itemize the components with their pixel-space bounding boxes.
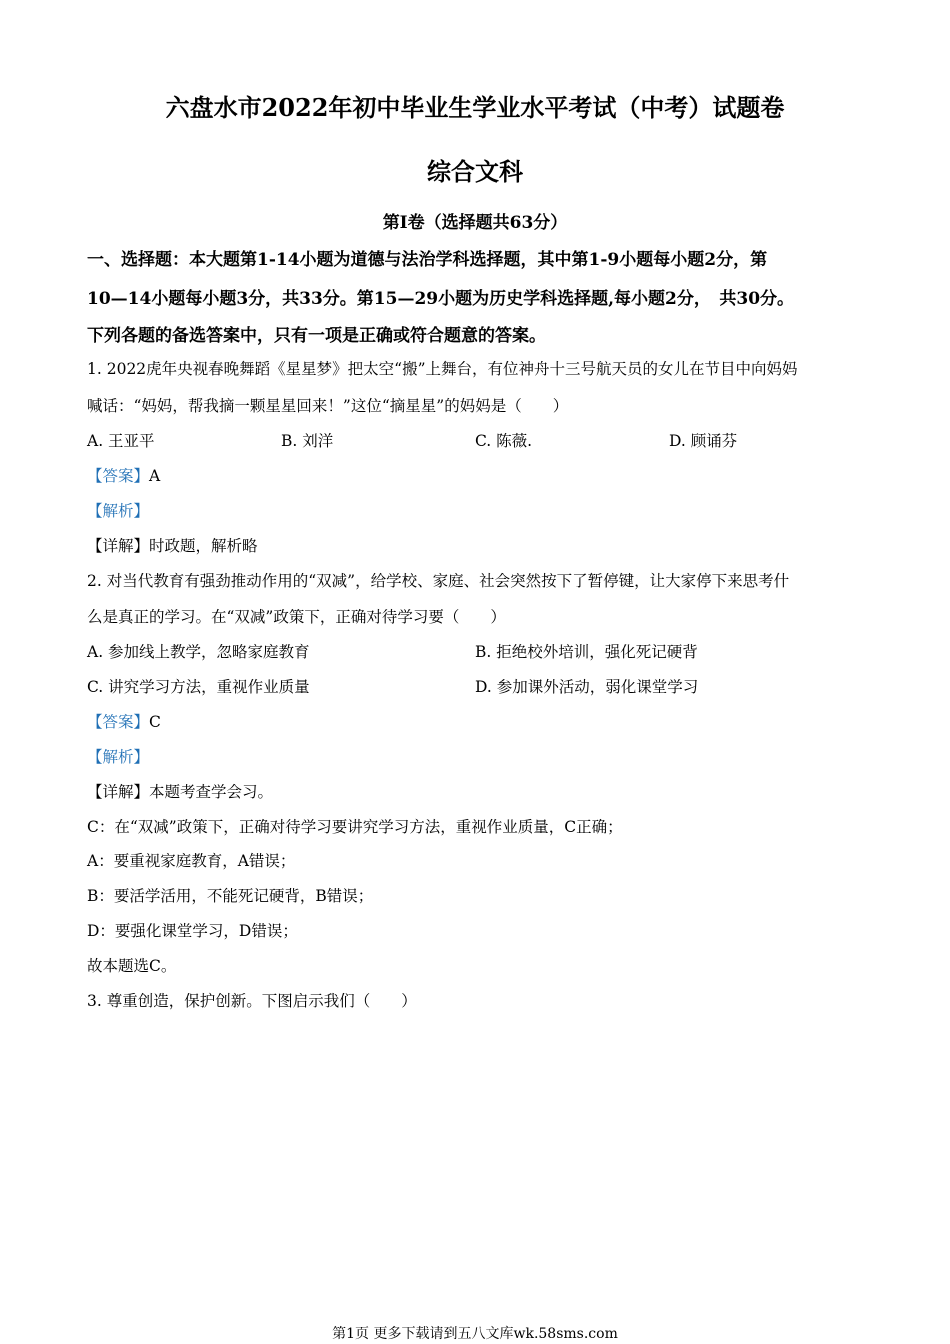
q2-answer bbox=[87, 710, 161, 732]
question-2-stem: 2. 对当代教育有强劲推动作用的“双减”，给学校、家庭、社会突然按下了暂停键，让大家停下来思考什 bbox=[87, 572, 790, 590]
instruction-line: 一、选择题：本大题第1-14小题为道德与法治学科选择题，其中第1-9小题每小题2分，第 bbox=[87, 250, 768, 270]
q2-explanation-line: B：要活学活用，不能死记硬背，B错误； bbox=[87, 887, 374, 905]
section-title: 第Ⅰ卷（选择题共63分） bbox=[382, 213, 568, 233]
analysis-label: 【解析】 bbox=[87, 502, 150, 520]
q2-option-c: C. 讲究学习方法，重视作业质量 bbox=[87, 678, 310, 696]
q2-analysis bbox=[87, 745, 149, 767]
q2-explanation-line: A：要重视家庭教育，A错误； bbox=[87, 852, 296, 870]
instruction-line: 下列各题的备选答案中，只有一项是正确或符合题意的答案。 bbox=[87, 326, 546, 346]
exam-title: 六盘水市2022年初中毕业生学业水平考试（中考）试题卷 bbox=[165, 93, 785, 122]
q1-detail bbox=[87, 534, 258, 556]
q1-analysis bbox=[87, 499, 149, 521]
q1-answer-value: A bbox=[149, 467, 161, 485]
question-3-stem: 3. 尊重创造，保护创新。下图启示我们（ ） bbox=[87, 992, 417, 1010]
q1-detail-text: 时政题，解析略 bbox=[149, 537, 258, 555]
q1-option-b: B. 刘洋 bbox=[281, 432, 334, 450]
page-footer: 第1页 更多下载请到五八文库wk.58sms.com bbox=[332, 1326, 618, 1342]
subject-title: 综合文科 bbox=[427, 157, 523, 186]
q2-explanation-line: D：要强化课堂学习，D错误； bbox=[87, 922, 298, 940]
q1-option-a: A. 王亚平 bbox=[87, 432, 155, 450]
question-1-stem: 1. 2022虎年央视春晚舞蹈《星星梦》把太空“搬”上舞台，有位神舟十三号航天员的女儿在节目中向妈妈 bbox=[87, 360, 798, 378]
q1-answer bbox=[87, 464, 160, 486]
answer-label: 【答案】 bbox=[87, 467, 150, 485]
answer-label: 【答案】 bbox=[87, 713, 150, 731]
q2-detail-text: 本题考查学会习。 bbox=[149, 783, 274, 801]
q2-answer-value: C bbox=[149, 713, 161, 731]
q2-detail bbox=[87, 780, 273, 802]
detail-label: 【详解】 bbox=[87, 783, 150, 801]
q2-option-b: B. 拒绝校外培训，强化死记硬背 bbox=[475, 643, 698, 661]
q2-explanation-line: 故本题选C。 bbox=[87, 957, 177, 975]
q2-option-a: A. 参加线上教学，忽略家庭教育 bbox=[87, 643, 310, 661]
question-2-stem: 么是真正的学习。在“双减”政策下，正确对待学习要（ ） bbox=[87, 608, 506, 626]
analysis-label: 【解析】 bbox=[87, 748, 150, 766]
instruction-line: 10—14小题每小题3分，共33分。第15—29小题为历史学科选择题,每小题2分， 共30分。 bbox=[87, 289, 795, 309]
q2-explanation-line: C：在“双减”政策下，正确对待学习要讲究学习方法，重视作业质量，C正确； bbox=[87, 818, 623, 836]
q2-option-d: D. 参加课外活动，弱化课堂学习 bbox=[475, 678, 699, 696]
question-1-stem: 喊话：“妈妈，帮我摘一颗星星回来！”这位“摘星星”的妈妈是（ ） bbox=[87, 397, 569, 415]
q1-option-d: D. 顾诵芬 bbox=[669, 432, 738, 450]
detail-label: 【详解】 bbox=[87, 537, 150, 555]
q1-option-c: C. 陈薇. bbox=[475, 432, 533, 450]
